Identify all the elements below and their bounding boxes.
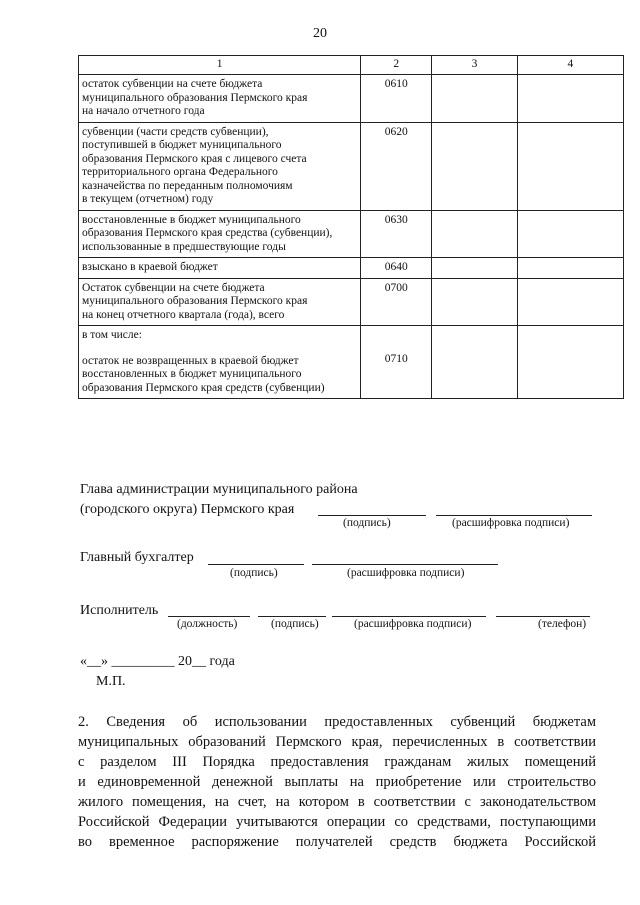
section-2-paragraph [78, 712, 596, 852]
paragraph-line: муниципальных образований Пермского края, перечисленных в соответствии [78, 734, 596, 750]
desc-line: образования Пермского края средств (субвенции) [82, 381, 325, 394]
row-code: 0640 [361, 258, 432, 279]
row-code: 0700 [361, 278, 432, 326]
row-code: 0610 [361, 75, 432, 123]
desc-line: на конец отчетного квартала (года), всего [82, 308, 285, 321]
table-row [79, 258, 624, 279]
value-cell [432, 75, 517, 123]
paragraph-line: и единовременной денежной выплаты на приобретение или строительство [78, 774, 596, 790]
table-header-row [79, 56, 624, 75]
desc-line: образования Пермского края средства (субвенции), [82, 227, 333, 239]
page-number: 20 [313, 26, 327, 41]
desc-line: в текущем (отчетном) году [82, 193, 214, 205]
header-cell: 1 [79, 56, 361, 75]
desc-line: территориального органа Федерального [82, 166, 278, 178]
value-cell [517, 326, 623, 399]
row-code: 0620 [361, 122, 432, 210]
caption-podpis: (подпись) [343, 517, 391, 529]
head-title-line1: Глава администрации муниципального района [80, 482, 358, 497]
row-spacer [82, 343, 357, 355]
caption-rasshifrovka: (расшифровка подписи) [452, 517, 570, 529]
row-description [79, 122, 361, 210]
row-spacer [364, 329, 428, 341]
accountant-label: Главный бухгалтер [80, 550, 194, 565]
caption-podpis: (подпись) [271, 618, 319, 630]
phone-line [496, 616, 590, 617]
desc-line: Остаток субвенции на счете бюджета [82, 281, 265, 294]
paragraph-line: Российской Федерации учитываются операции со средствами, поступающими [78, 814, 596, 830]
table-row [79, 75, 624, 123]
desc-line: поступившей в бюджет муниципального [82, 139, 282, 151]
executor-label: Исполнитель [80, 603, 159, 618]
header-cell: 2 [361, 56, 432, 75]
value-cell [432, 210, 517, 258]
row-code [361, 326, 432, 399]
paragraph-line: жилого помещения, на счет, на котором в соответствии с законодательством [78, 794, 596, 810]
header-cell: 3 [432, 56, 517, 75]
row-code: 0630 [361, 210, 432, 258]
desc-line: муниципального образования Пермского края [82, 295, 308, 307]
head-title-line2: (городского округа) Пермского края [80, 502, 295, 517]
code-text: 0710 [384, 353, 408, 365]
row-description [79, 278, 361, 326]
desc-line: образования Пермского края с лицевого счета [82, 152, 307, 165]
desc-line: использованные в предшествующие годы [82, 240, 286, 253]
position-line [168, 616, 250, 617]
row-description [79, 326, 361, 399]
decode-line [436, 515, 592, 516]
row-description [79, 75, 361, 123]
desc-line: взыскано в краевой бюджет [82, 261, 218, 273]
decode-line [312, 564, 498, 565]
row-description [79, 258, 361, 279]
signature-line [318, 515, 426, 516]
table-row [79, 326, 624, 399]
caption-podpis: (подпись) [230, 567, 278, 579]
caption-rasshifrovka: (расшифровка подписи) [354, 618, 472, 630]
report-table [78, 55, 624, 399]
desc-line: казначейства по переданным полномочиям [82, 179, 293, 192]
desc-line: восстановленные в бюджет муниципального [82, 213, 301, 226]
signature-line [258, 616, 326, 617]
desc-line: в том числе: [82, 329, 142, 341]
desc-line: субвенции (части средств субвенции), [82, 125, 269, 138]
paragraph-line: во временное распоряжение получателей средств бюджета Российской [78, 834, 596, 850]
row-description [79, 210, 361, 258]
paragraph-line: с разделом III Порядка предоставления гражданам жилых помещений [78, 754, 596, 770]
table-row [79, 210, 624, 258]
value-cell [517, 258, 623, 279]
decode-line [332, 616, 486, 617]
desc-line: муниципального образования Пермского края [82, 91, 308, 104]
date-line: «__» _________ 20__ года [80, 654, 235, 669]
desc-line: остаток субвенции на счете бюджета [82, 78, 263, 90]
caption-dolzhnost: (должность) [177, 618, 238, 630]
value-cell [517, 122, 623, 210]
caption-telefon: (телефон) [538, 618, 587, 630]
value-cell [517, 75, 623, 123]
seal-mark: М.П. [96, 674, 126, 689]
desc-line: восстановленных в бюджет муниципального [82, 368, 302, 380]
value-cell [432, 122, 517, 210]
value-cell [432, 258, 517, 279]
table-row [79, 122, 624, 210]
row-spacer [364, 341, 428, 353]
value-cell [432, 278, 517, 326]
value-cell [432, 326, 517, 399]
desc-line: остаток не возвращенных в краевой бюджет [82, 354, 299, 367]
caption-rasshifrovka: (расшифровка подписи) [347, 567, 465, 579]
value-cell [517, 278, 623, 326]
value-cell [517, 210, 623, 258]
table-row [79, 278, 624, 326]
paragraph-line: 2. Сведения об использовании предоставленных субвенций бюджетам [78, 714, 596, 730]
signature-line [208, 564, 304, 565]
desc-line: на начало отчетного года [82, 105, 205, 117]
header-cell: 4 [517, 56, 623, 75]
